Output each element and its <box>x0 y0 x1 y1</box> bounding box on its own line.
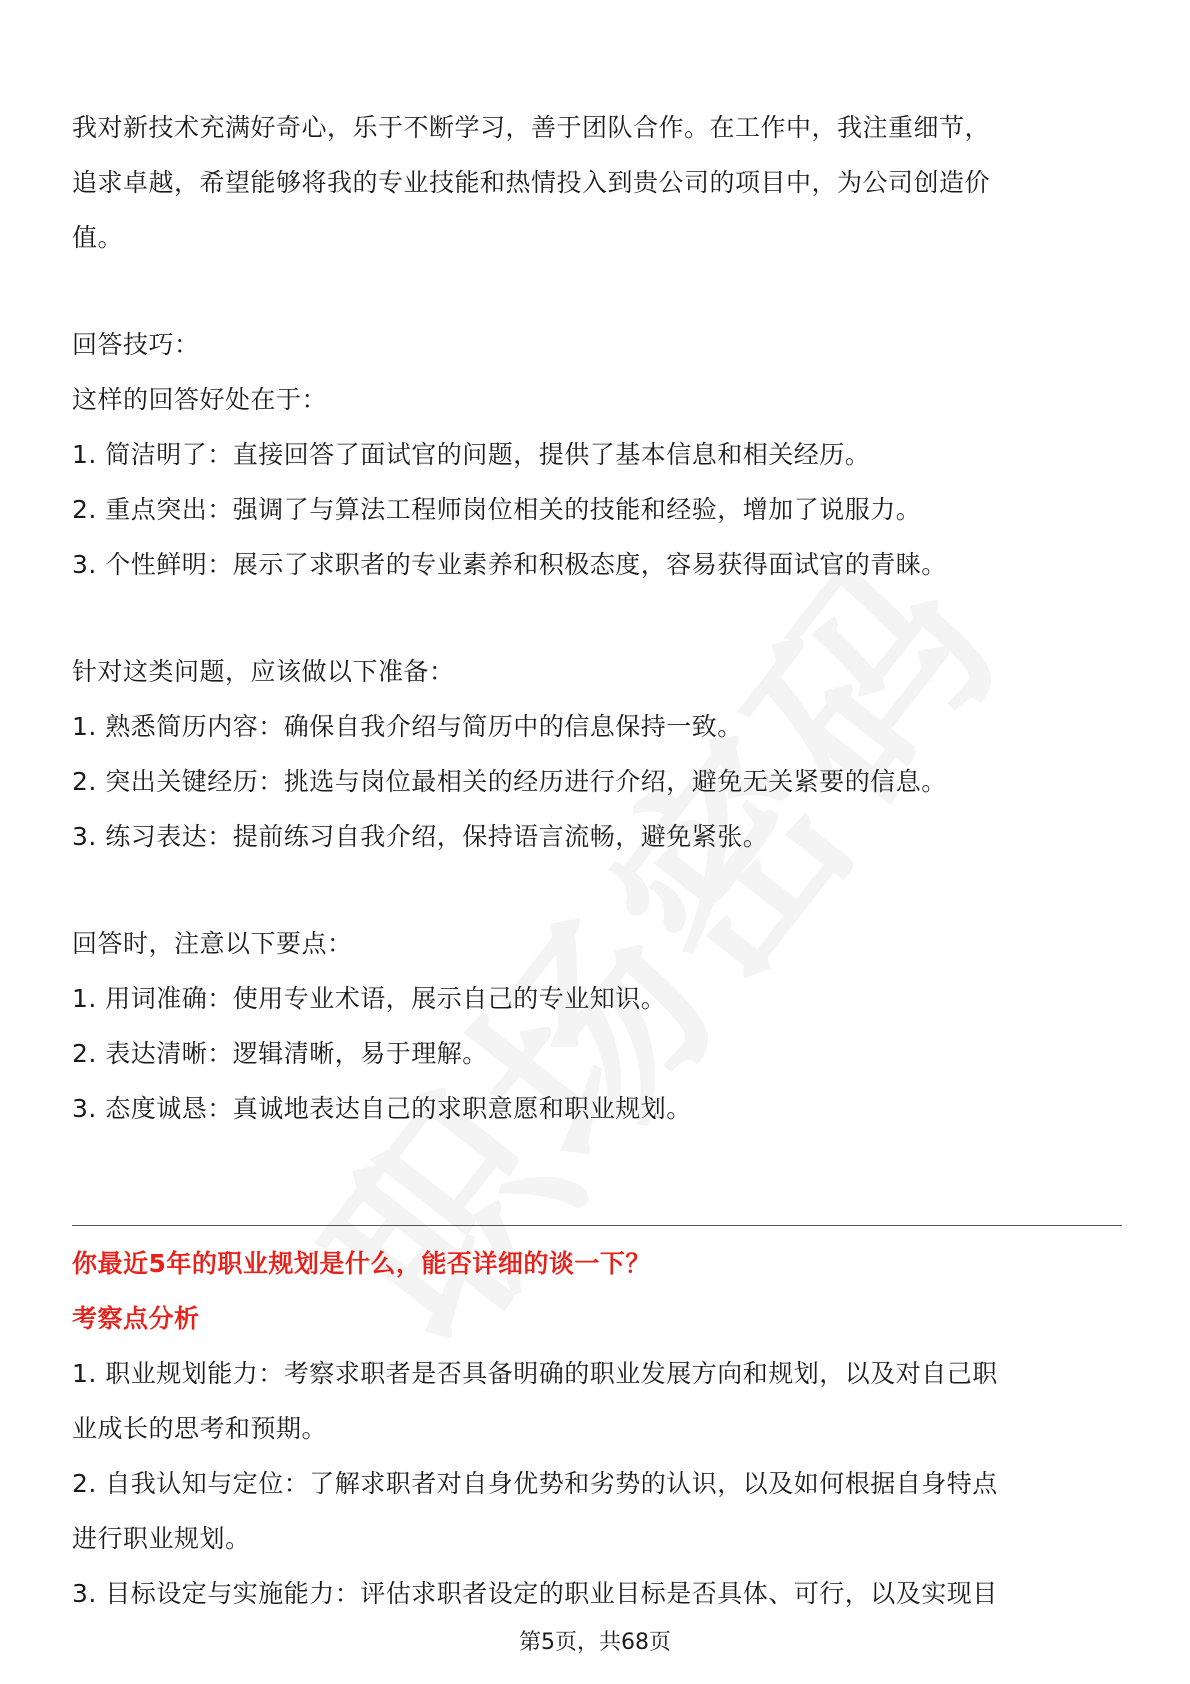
main-content <box>72 100 1122 1136</box>
prep-item: 3. 练习表达：提前练习自我介绍，保持语言流畅，避免紧张。 <box>72 822 769 851</box>
tips-item: 3. 个性鲜明：展示了求职者的专业素养和积极态度，容易获得面试官的青睐。 <box>72 550 947 579</box>
intro-line: 值。 <box>72 223 124 252</box>
analysis-line: 1. 职业规划能力：考察求职者是否具备明确的职业发展方向和规划，以及对自己职 <box>72 1359 998 1388</box>
intro-line: 追求卓越，希望能够将我的专业技能和热情投入到贵公司的项目中，为公司创造价 <box>72 168 991 197</box>
tips-subheading: 这样的回答好处在于： <box>72 385 328 414</box>
intro-line: 我对新技术充满好奇心，乐于不断学习，善于团队合作。在工作中，我注重细节， <box>72 113 991 142</box>
notes-item: 1. 用词准确：使用专业术语，展示自己的专业知识。 <box>72 984 667 1013</box>
analysis-heading: 考察点分析 <box>72 1304 200 1333</box>
question-title: 你最近5年的职业规划是什么，能否详细的谈一下？ <box>72 1249 651 1278</box>
prep-heading: 针对这类问题，应该做以下准备： <box>72 657 455 686</box>
analysis-line: 2. 自我认知与定位：了解求职者对自身优势和劣势的认识，以及如何根据自身特点 <box>72 1469 998 1498</box>
analysis-line: 3. 目标设定与实施能力：评估求职者设定的职业目标是否具体、可行，以及实现目 <box>72 1579 998 1608</box>
analysis-line: 进行职业规划。 <box>72 1524 251 1553</box>
analysis-line: 业成长的思考和预期。 <box>72 1414 328 1443</box>
question-section <box>72 1236 1122 1621</box>
tips-item: 2. 重点突出：强调了与算法工程师岗位相关的技能和经验，增加了说服力。 <box>72 495 922 524</box>
notes-section <box>72 916 1122 1136</box>
section-divider <box>72 1225 1122 1226</box>
notes-item: 2. 表达清晰：逻辑清晰，易于理解。 <box>72 1039 488 1068</box>
intro-paragraph <box>72 100 1122 265</box>
tips-heading: 回答技巧： <box>72 330 200 359</box>
prep-item: 2. 突出关键经历：挑选与岗位最相关的经历进行介绍，避免无关紧要的信息。 <box>72 767 947 796</box>
notes-item: 3. 态度诚恳：真诚地表达自己的求职意愿和职业规划。 <box>72 1094 692 1123</box>
tips-item: 1. 简洁明了：直接回答了面试官的问题，提供了基本信息和相关经历。 <box>72 440 871 469</box>
preparation-section <box>72 644 1122 864</box>
answer-tips-section <box>72 317 1122 592</box>
page-number: 第5页，共68页 <box>519 1630 671 1655</box>
notes-heading: 回答时，注意以下要点： <box>72 929 353 958</box>
prep-item: 1. 熟悉简历内容：确保自我介绍与简历中的信息保持一致。 <box>72 712 743 741</box>
